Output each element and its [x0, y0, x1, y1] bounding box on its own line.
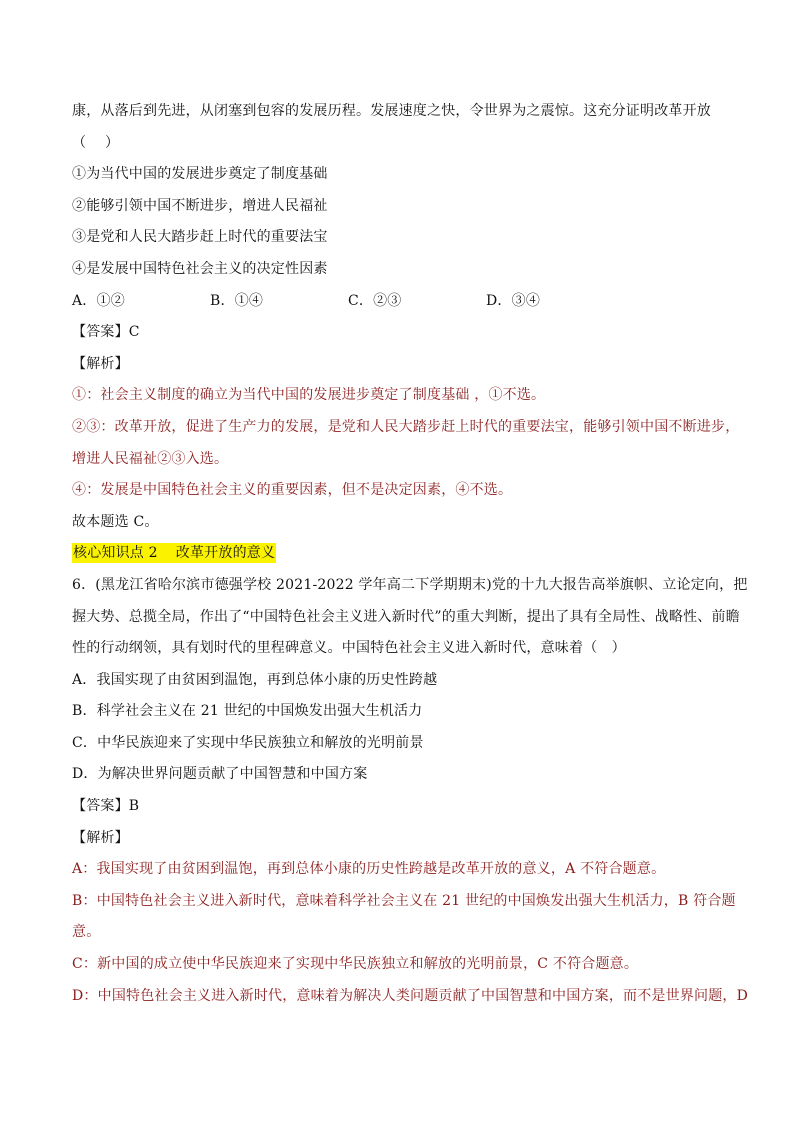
q5-option-a: A．①② [72, 292, 125, 309]
q5-analysis-label: 【解析】 [72, 355, 129, 372]
q6-analysis-line: D：中国特色社会主义进入新时代，意味着为解决人类问题贡献了中国智慧和中国方案，而不是世界问题，D [72, 987, 749, 1004]
q6-option-d: D．为解决世界问题贡献了中国智慧和中国方案 [72, 766, 368, 783]
section-title: 改革开放的意义 [175, 545, 276, 562]
q5-statement-1: ①为当代中国的发展进步奠定了制度基础 [72, 166, 328, 183]
q6-option-b: B．科学社会主义在 21 世纪的中国焕发出强大生机活力 [72, 703, 423, 720]
q5-option-b: B．①④ [210, 292, 264, 309]
q6-option-a: A．我国实现了由贫困到温饱，再到总体小康的历史性跨越 [72, 671, 438, 688]
q5-answer: 【答案】C [72, 324, 140, 341]
q6-stem-line: 性的行动纲领，具有划时代的里程碑意义。中国特色社会主义进入新时代，意味着（ ） [72, 640, 626, 657]
q5-options [72, 288, 742, 320]
q5-statement-3: ③是党和人民大踏步赶上时代的重要法宝 [72, 229, 328, 246]
q5-analysis-line: ②③：改革开放，促进了生产力的发展，是党和人民大踏步赶上时代的重要法宝，能够引领中国不断进步， [72, 418, 740, 435]
q5-conclusion: 故本题选 C。 [72, 513, 159, 530]
q6-analysis-line: 意。 [72, 924, 101, 941]
section-number: 核心知识点 2 [73, 545, 158, 562]
section-heading-highlight [72, 543, 276, 563]
q5-analysis-line: 增进人民福祉②③入选。 [72, 450, 229, 467]
section-heading [72, 540, 742, 572]
q6-analysis-line: A：我国实现了由贫困到温饱，再到总体小康的历史性跨越是改革开放的意义，A 不符合题意。 [72, 861, 666, 878]
q5-answer-blank: （ ） [72, 134, 120, 151]
q6-analysis-line: B：中国特色社会主义进入新时代，意味着科学社会主义在 21 世纪的中国焕发出强大生机活力，B 符合题 [72, 892, 736, 909]
q6-stem-line: 6．(黑龙江省哈尔滨市德强学校 2021-2022 学年高二下学期期末)党的十九大报告高举旗帜、立论定向，把 [72, 576, 748, 593]
q5-option-d: D．③④ [486, 292, 541, 309]
q6-analysis-label: 【解析】 [72, 829, 129, 846]
q6-analysis-line: C：新中国的成立使中华民族迎来了实现中华民族独立和解放的光明前景，C 不符合题意。 [72, 956, 639, 973]
q5-statement-2: ②能够引领中国不断进步，增进人民福祉 [72, 197, 328, 214]
q5-option-c: C．②③ [348, 292, 402, 309]
q5-stem-line: 康，从落后到先进，从闭塞到包容的发展历程。发展速度之快，令世界为之震惊。这充分证明改革开放 [72, 103, 711, 119]
q5-analysis-line: ④：发展是中国特色社会主义的重要因素，但不是决定因素，④不选。 [72, 482, 513, 499]
q5-analysis-line: ①：社会主义制度的确立为当代中国的发展进步奠定了制度基础 ，①不选。 [72, 387, 546, 404]
q6-option-c: C．中华民族迎来了实现中华民族独立和解放的光明前景 [72, 734, 424, 751]
document-page [72, 98, 749, 1014]
q6-answer: 【答案】B [72, 798, 140, 815]
q6-stem-line: 握大势、总揽全局，作出了“中国特色社会主义进入新时代”的重大判断，提出了具有全局性、战略性、前瞻 [72, 608, 740, 625]
q5-statement-4: ④是发展中国特色社会主义的决定性因素 [72, 260, 328, 277]
